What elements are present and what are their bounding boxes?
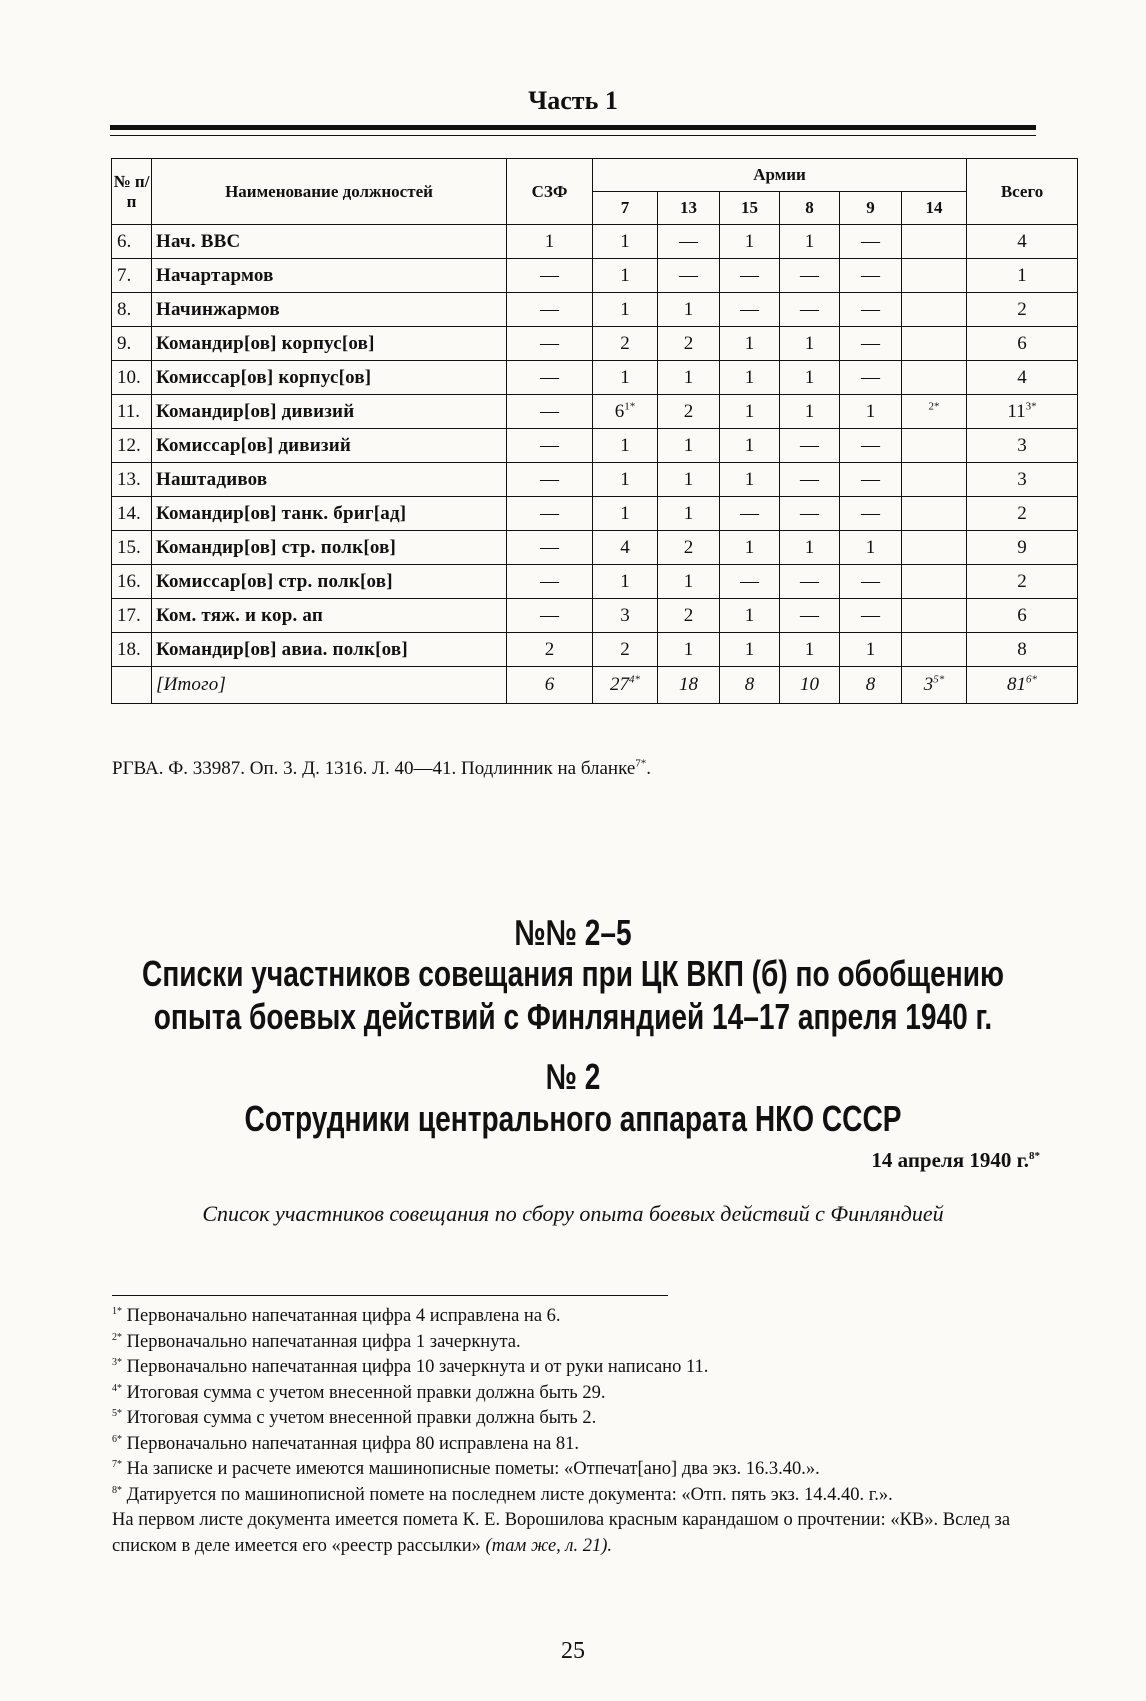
footnote bbox=[112, 1432, 1042, 1458]
totals-row bbox=[112, 667, 1078, 704]
row-cell: 1 bbox=[720, 463, 780, 497]
row-szf: — bbox=[507, 463, 593, 497]
document-title: Сотрудники центрального аппарата НКО СССР bbox=[244, 1098, 902, 1139]
row-cell: 2 bbox=[658, 531, 720, 565]
table-row bbox=[112, 599, 1078, 633]
row-total: 4 bbox=[967, 361, 1078, 395]
row-cell: — bbox=[658, 259, 720, 293]
row-cell: — bbox=[780, 565, 840, 599]
row-name: Командир[ов] корпус[ов] bbox=[152, 327, 507, 361]
row-cell-empty bbox=[902, 429, 967, 463]
row-szf: — bbox=[507, 259, 593, 293]
row-cell-empty bbox=[902, 225, 967, 259]
row-name: Комиссар[ов] дивизий bbox=[152, 429, 507, 463]
row-total: 3 bbox=[967, 429, 1078, 463]
header-num: № п/п bbox=[112, 159, 152, 225]
row-num: 12. bbox=[112, 429, 152, 463]
table-row bbox=[112, 327, 1078, 361]
row-total: 6 bbox=[967, 327, 1078, 361]
footnote-mark: 3* bbox=[112, 1356, 122, 1368]
table-row bbox=[112, 497, 1078, 531]
header-rule-thin bbox=[110, 135, 1036, 136]
row-cell-empty bbox=[902, 531, 967, 565]
row-cell: 1 bbox=[658, 429, 720, 463]
row-szf: — bbox=[507, 531, 593, 565]
row-cell: — bbox=[840, 225, 902, 259]
footnote-note-reference: (там же, л. 21). bbox=[485, 1535, 613, 1556]
row-total: 2 bbox=[967, 497, 1078, 531]
footnote-mark: 6* bbox=[112, 1433, 122, 1445]
row-name: Наштадивов bbox=[152, 463, 507, 497]
row-cell: 1 bbox=[720, 531, 780, 565]
footnote-mark: 7* bbox=[112, 1458, 122, 1470]
row-szf: — bbox=[507, 361, 593, 395]
header-total: Всего bbox=[967, 159, 1078, 225]
header-army: 8 bbox=[780, 192, 840, 225]
row-szf: 2 bbox=[507, 633, 593, 667]
row-cell: 1 bbox=[658, 361, 720, 395]
row-name: Командир[ов] дивизий bbox=[152, 395, 507, 429]
row-cell: 1 bbox=[780, 395, 840, 429]
row-name: Начартармов bbox=[152, 259, 507, 293]
row-name: Командир[ов] стр. полк[ов] bbox=[152, 531, 507, 565]
row-cell: — bbox=[658, 225, 720, 259]
row-num: 16. bbox=[112, 565, 152, 599]
totals-cell bbox=[593, 667, 658, 704]
row-cell: 1 bbox=[593, 565, 658, 599]
row-szf: — bbox=[507, 565, 593, 599]
totals-szf: 6 bbox=[507, 667, 593, 704]
source-text: РГВА. Ф. 33987. Оп. 3. Д. 1316. Л. 40—41. Подлинник на бланке bbox=[112, 758, 636, 779]
footnote bbox=[112, 1381, 1042, 1407]
row-cell: 1 bbox=[720, 361, 780, 395]
row-cell: — bbox=[840, 599, 902, 633]
table-header-row bbox=[112, 159, 1078, 192]
footnote bbox=[112, 1457, 1042, 1483]
cell-value: 27 bbox=[610, 674, 629, 695]
row-cell: 1 bbox=[593, 259, 658, 293]
footnote-mark: 4* bbox=[629, 673, 640, 686]
row-cell: 1 bbox=[658, 633, 720, 667]
footnote-mark: 8* bbox=[112, 1484, 122, 1496]
row-cell: — bbox=[780, 293, 840, 327]
row-cell: 2 bbox=[658, 327, 720, 361]
document-date bbox=[871, 1148, 1040, 1173]
row-cell: — bbox=[720, 293, 780, 327]
header-armies: Армии bbox=[593, 159, 967, 192]
row-cell: 1 bbox=[720, 327, 780, 361]
row-szf: — bbox=[507, 497, 593, 531]
footnote-text: Итоговая сумма с учетом внесенной правки должна быть 2. bbox=[126, 1408, 597, 1428]
page-number: 25 bbox=[561, 1638, 585, 1664]
footnote-mark: 6* bbox=[1026, 673, 1038, 686]
footnote-text: Датируется по машинописной помете на последнем листе документа: «Отп. пять экз. 14.4.40. г.». bbox=[126, 1484, 893, 1505]
row-cell: 4 bbox=[593, 531, 658, 565]
row-total: 1 bbox=[967, 259, 1078, 293]
footnote-mark: 5* bbox=[112, 1407, 122, 1419]
footnote-rule bbox=[112, 1295, 668, 1296]
row-total bbox=[967, 395, 1078, 429]
totals-label: [Итого] bbox=[152, 667, 507, 704]
row-total: 4 bbox=[967, 225, 1078, 259]
row-cell: 1 bbox=[658, 293, 720, 327]
row-szf: — bbox=[507, 293, 593, 327]
row-szf: — bbox=[507, 327, 593, 361]
row-num: 15. bbox=[112, 531, 152, 565]
row-cell: 2 bbox=[658, 599, 720, 633]
totals-cell bbox=[902, 667, 967, 704]
row-cell: — bbox=[780, 259, 840, 293]
row-cell: 1 bbox=[720, 633, 780, 667]
footnote-note-text: На первом листе документа имеется помета К. Е. Ворошилова красным карандашом о прочтении: «КВ». Вслед за списком в деле имеется его «реестр рассылки» bbox=[112, 1510, 1011, 1556]
row-cell: 1 bbox=[780, 531, 840, 565]
row-cell: 1 bbox=[593, 429, 658, 463]
row-cell: — bbox=[840, 327, 902, 361]
footnote-mark: 3* bbox=[1025, 400, 1037, 413]
header-army: 15 bbox=[720, 192, 780, 225]
totals-total bbox=[967, 667, 1078, 704]
row-cell: 1 bbox=[593, 293, 658, 327]
footnote bbox=[112, 1304, 1042, 1330]
row-num-empty bbox=[112, 667, 152, 704]
row-cell: 1 bbox=[780, 361, 840, 395]
row-cell-empty bbox=[902, 293, 967, 327]
footnote-text: Первоначально напечатанная цифра 80 исправлена на 81. bbox=[126, 1433, 580, 1454]
row-cell bbox=[902, 395, 967, 429]
row-name: Комиссар[ов] стр. полк[ов] bbox=[152, 565, 507, 599]
footnote bbox=[112, 1330, 1042, 1356]
source-reference: РГВА. Ф. 33987. Оп. 3. Д. 1316. Л. 40—41. Подлинник на бланке$^{7*}$. bbox=[112, 757, 652, 779]
header-szf: СЗФ bbox=[507, 159, 593, 225]
footnote-mark: 8* bbox=[1029, 1150, 1040, 1162]
row-cell: — bbox=[780, 599, 840, 633]
row-num: 17. bbox=[112, 599, 152, 633]
row-cell: 1 bbox=[720, 599, 780, 633]
header-rule-thick bbox=[110, 125, 1036, 130]
row-cell-empty bbox=[902, 361, 967, 395]
row-cell: 1 bbox=[593, 497, 658, 531]
row-cell: 1 bbox=[658, 463, 720, 497]
row-cell: — bbox=[720, 259, 780, 293]
totals-cell: 8 bbox=[840, 667, 902, 704]
row-szf: — bbox=[507, 429, 593, 463]
row-num: 14. bbox=[112, 497, 152, 531]
row-cell: 1 bbox=[720, 225, 780, 259]
footnote-text: Первоначально напечатанная цифра 1 зачеркнута. bbox=[126, 1331, 521, 1352]
footnote bbox=[112, 1483, 1042, 1509]
footnote bbox=[112, 1406, 1042, 1432]
positions-table bbox=[111, 158, 1078, 704]
row-total: 8 bbox=[967, 633, 1078, 667]
row-cell: — bbox=[840, 497, 902, 531]
table-row bbox=[112, 565, 1078, 599]
date-text: 14 апреля 1940 г. bbox=[871, 1148, 1029, 1172]
row-num: 7. bbox=[112, 259, 152, 293]
footnote-mark: 7* bbox=[635, 757, 647, 770]
row-cell: 1 bbox=[593, 225, 658, 259]
row-cell: 2 bbox=[658, 395, 720, 429]
document-number: № 2 bbox=[545, 1056, 601, 1097]
table-row bbox=[112, 395, 1078, 429]
table-row bbox=[112, 361, 1078, 395]
row-szf: — bbox=[507, 599, 593, 633]
row-total: 9 bbox=[967, 531, 1078, 565]
footnote-text: На записке и расчете имеются машинописные пометы: «Отпечат[ано] два экз. 16.3.40.». bbox=[126, 1459, 820, 1479]
footnote-text: Первоначально напечатанная цифра 4 исправлена на 6. bbox=[126, 1306, 561, 1326]
row-cell: 1 bbox=[840, 633, 902, 667]
row-cell-empty bbox=[902, 633, 967, 667]
row-cell: 1 bbox=[658, 497, 720, 531]
row-cell: 1 bbox=[593, 361, 658, 395]
header-army: 14 bbox=[902, 192, 967, 225]
table-row bbox=[112, 633, 1078, 667]
section-numbers: №№ 2–5 bbox=[514, 912, 632, 953]
row-total: 3 bbox=[967, 463, 1078, 497]
row-name: Ком. тяж. и кор. ап bbox=[152, 599, 507, 633]
row-cell: 1 bbox=[780, 633, 840, 667]
row-cell: — bbox=[840, 565, 902, 599]
row-total: 2 bbox=[967, 293, 1078, 327]
row-total: 2 bbox=[967, 565, 1078, 599]
row-cell: — bbox=[840, 429, 902, 463]
row-name: Командир[ов] танк. бриг[ад] bbox=[152, 497, 507, 531]
row-cell: 1 bbox=[840, 531, 902, 565]
row-name: Нач. ВВС bbox=[152, 225, 507, 259]
footnote-text: Первоначально напечатанная цифра 10 зачеркнута и от руки написано 11. bbox=[126, 1357, 709, 1377]
row-cell: — bbox=[840, 361, 902, 395]
cell-value: 81 bbox=[1007, 674, 1027, 695]
cell-value: 3 bbox=[923, 674, 934, 695]
totals-cell: 10 bbox=[780, 667, 840, 704]
cell-value: 11 bbox=[1007, 400, 1026, 422]
totals-cell: 8 bbox=[720, 667, 780, 704]
row-cell-empty bbox=[902, 463, 967, 497]
table-row bbox=[112, 259, 1078, 293]
table-row bbox=[112, 429, 1078, 463]
footnote-mark: 1* bbox=[112, 1305, 122, 1317]
section-title-line1: Списки участников совещания при ЦК ВКП (б) по обобщению bbox=[142, 953, 1004, 994]
row-cell-empty bbox=[902, 599, 967, 633]
header-army: 9 bbox=[840, 192, 902, 225]
footnote bbox=[112, 1355, 1042, 1381]
table-row bbox=[112, 531, 1078, 565]
footnote-mark: 5* bbox=[933, 673, 945, 686]
row-szf: — bbox=[507, 395, 593, 429]
footnote-mark: 1* bbox=[624, 400, 636, 413]
row-cell: — bbox=[780, 497, 840, 531]
table-row bbox=[112, 463, 1078, 497]
row-name: Комиссар[ов] корпус[ов] bbox=[152, 361, 507, 395]
footnote-mark: 4* bbox=[112, 1382, 122, 1394]
table-row bbox=[112, 293, 1078, 327]
row-cell: — bbox=[780, 463, 840, 497]
document-caption: Список участников совещания по сбору опыта боевых действий с Финляндией bbox=[202, 1201, 944, 1226]
header-name: Наименование должностей bbox=[152, 159, 507, 225]
row-num: 9. bbox=[112, 327, 152, 361]
row-num: 13. bbox=[112, 463, 152, 497]
footnotes bbox=[112, 1304, 1042, 1559]
footnote-note bbox=[112, 1508, 1042, 1559]
section-title-line2: опыта боевых действий с Финляндией 14–17 апреля 1940 г. bbox=[153, 996, 993, 1037]
row-cell: 1 bbox=[720, 429, 780, 463]
running-title: Часть 1 bbox=[528, 86, 618, 115]
footnote-mark: 2* bbox=[112, 1331, 122, 1343]
row-num: 8. bbox=[112, 293, 152, 327]
row-cell bbox=[593, 395, 658, 429]
row-cell: — bbox=[720, 565, 780, 599]
cell-value: 6 bbox=[614, 400, 625, 422]
row-cell-empty bbox=[902, 497, 967, 531]
row-num: 18. bbox=[112, 633, 152, 667]
row-total: 6 bbox=[967, 599, 1078, 633]
footnote-text: Итоговая сумма с учетом внесенной правки должна быть 29. bbox=[126, 1382, 606, 1403]
row-cell: 1 bbox=[593, 463, 658, 497]
footnote-mark: 2* bbox=[928, 400, 940, 413]
row-cell: 1 bbox=[720, 395, 780, 429]
totals-cell: 18 bbox=[658, 667, 720, 704]
row-cell: 1 bbox=[780, 327, 840, 361]
row-num: 10. bbox=[112, 361, 152, 395]
row-name: Начинжармов bbox=[152, 293, 507, 327]
header-army: 13 bbox=[658, 192, 720, 225]
row-cell-empty bbox=[902, 565, 967, 599]
row-cell-empty bbox=[902, 327, 967, 361]
row-num: 11. bbox=[112, 395, 152, 429]
row-cell: — bbox=[840, 463, 902, 497]
row-cell: 1 bbox=[658, 565, 720, 599]
row-num: 6. bbox=[112, 225, 152, 259]
row-cell: 1 bbox=[840, 395, 902, 429]
table-row bbox=[112, 225, 1078, 259]
row-cell: 2 bbox=[593, 633, 658, 667]
row-cell: — bbox=[840, 293, 902, 327]
row-cell: — bbox=[780, 429, 840, 463]
header-army: 7 bbox=[593, 192, 658, 225]
row-szf: 1 bbox=[507, 225, 593, 259]
row-cell: — bbox=[840, 259, 902, 293]
row-cell-empty bbox=[902, 259, 967, 293]
row-cell: 3 bbox=[593, 599, 658, 633]
row-cell: — bbox=[720, 497, 780, 531]
row-cell: 2 bbox=[593, 327, 658, 361]
row-cell: 1 bbox=[780, 225, 840, 259]
row-name: Командир[ов] авиа. полк[ов] bbox=[152, 633, 507, 667]
